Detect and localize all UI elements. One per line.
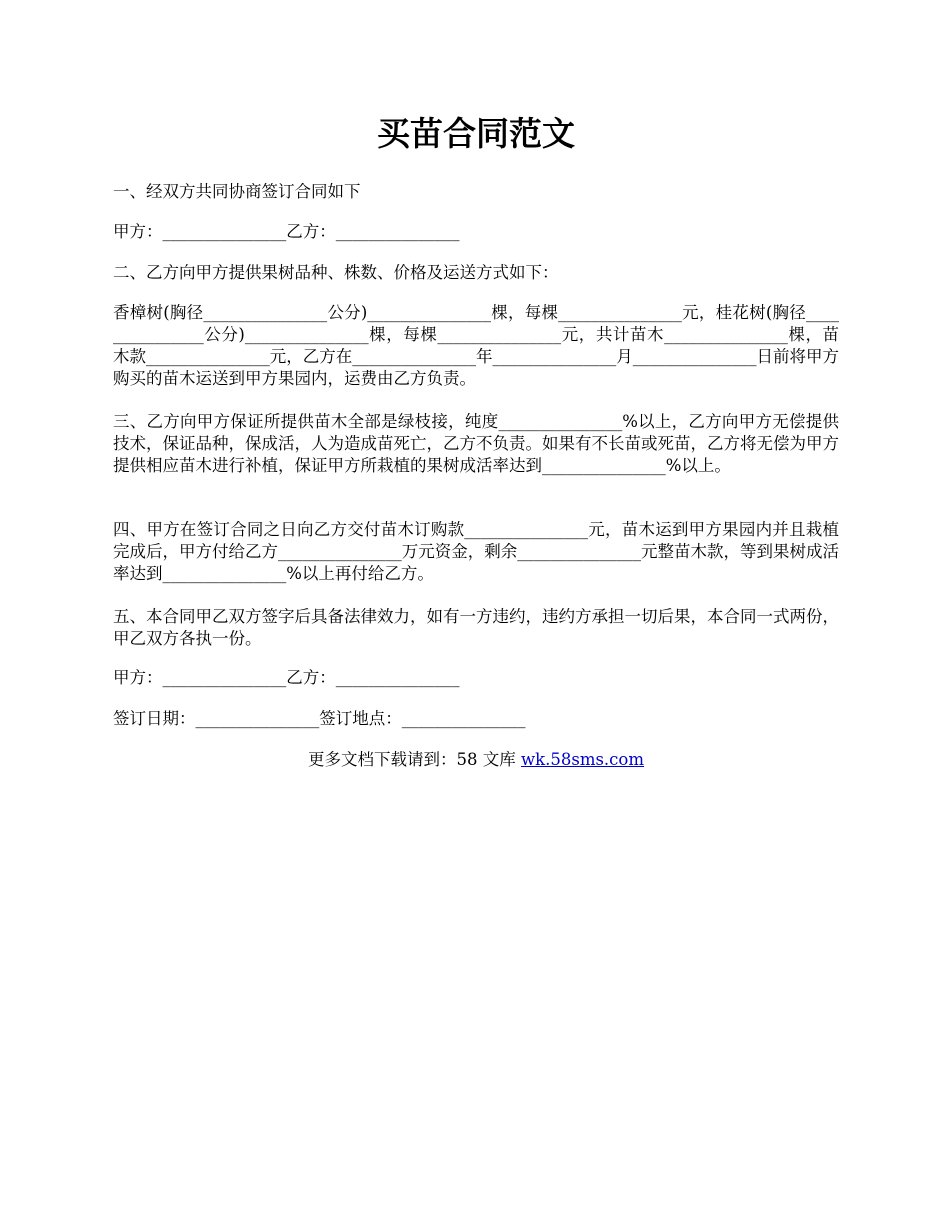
signing-date-place-line: 签订日期：_______________签订地点：_______________ (113, 709, 526, 728)
signature-parties-line: 甲方：_______________乙方：_______________ (113, 668, 460, 687)
parties-line: 甲方：_______________乙方：_______________ (113, 222, 460, 241)
footer-link[interactable]: wk.58sms.com (520, 750, 644, 769)
document-title: 买苗合同范文 (377, 114, 575, 153)
clause-four: 四、甲方在签订合同之日向乙方交付苗木订购款_______________元，苗木运到甲方果园内并且栽植完成后，甲方付给乙方_______________万元资金，剩余_______________元整苗木款，等到果树成活率达到_______________%以上再付给乙方。 (113, 520, 839, 583)
clause-five: 五、本合同甲乙双方签字后具备法律效力，如有一方违约，违约方承担一切后果，本合同一式两份，甲乙双方各执一份。 (113, 607, 839, 648)
footer-prefix: 更多文档下载请到：58 文库 (307, 750, 521, 769)
clause-intro: 一、经双方共同协商签订合同如下 (113, 182, 361, 201)
clause-three: 三、乙方向甲方保证所提供苗木全部是绿枝接，纯度_______________%以上，乙方向甲方无偿提供技术，保证品种，保成活，人为造成苗死亡，乙方不负责。如果有不长苗或死苗，乙方将无偿为甲方提供相应苗木进行补植，保证甲方所栽植的果树成活率达到_______________%以上。 (113, 412, 839, 475)
download-footer (113, 749, 839, 771)
clause-two-details: 香樟树(胸径_______________公分)_______________棵，每棵_______________元，桂花树(胸径_______________公分)_______________棵，每棵_______________元，共计苗木_______________棵，苗木款_______________元，乙方在_______________年_______________月_______________日前将甲方购买的苗木运送到甲方果园内，运费由乙方负责。 (113, 303, 839, 388)
clause-two-heading: 二、乙方向甲方提供果树品种、株数、价格及运送方式如下： (113, 263, 559, 282)
